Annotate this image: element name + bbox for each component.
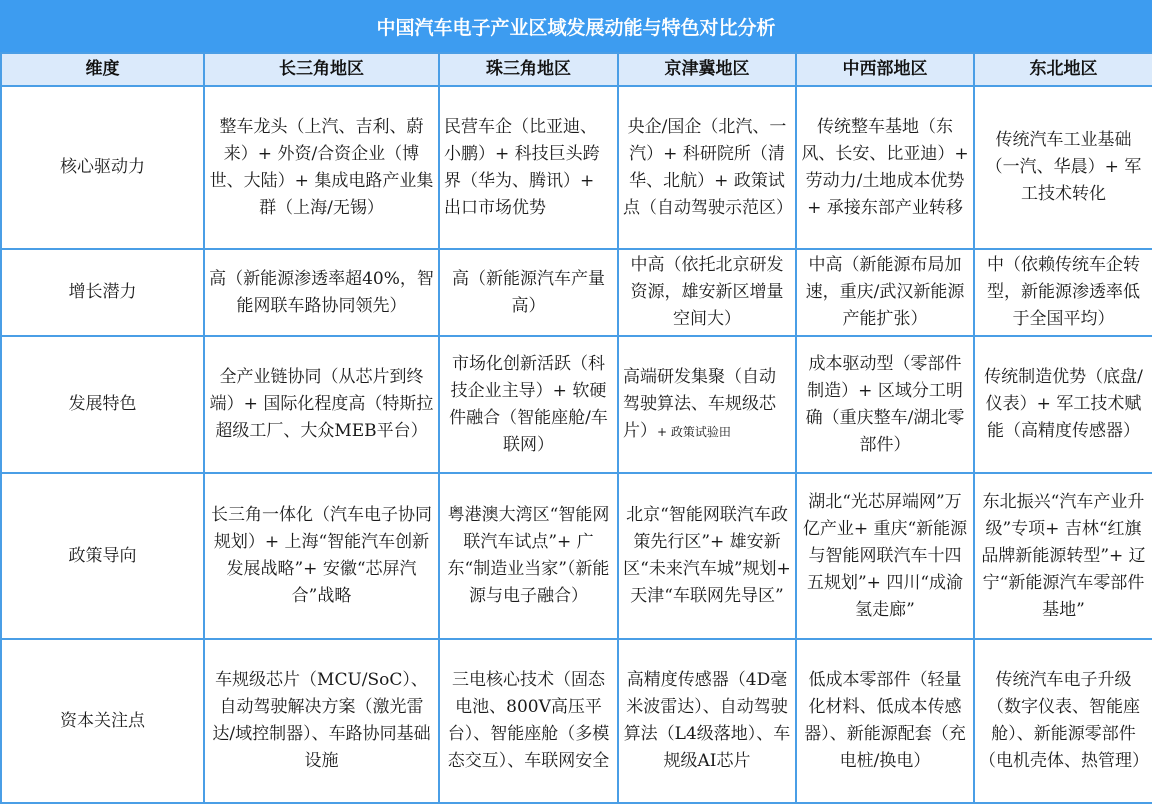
table-cell: 市场化创新活跃（科技企业主导）+ 软硬件融合（智能座舱/车联网） bbox=[439, 336, 618, 473]
table-cell: 长三角一体化（汽车电子协同规划）+ 上海“智能汽车创新发展战略”+ 安徽“芯屏汽合”战略 bbox=[204, 473, 439, 639]
table-cell: 东北振兴“汽车产业升级”专项+ 吉林“红旗品牌新能源转型”+ 辽宁“新能源汽车零部件基地” bbox=[974, 473, 1152, 639]
table-cell: 传统汽车电子升级（数字仪表、智能座舱）、新能源零部件（电机壳体、热管理） bbox=[974, 639, 1152, 803]
table-row bbox=[1, 473, 1152, 639]
table-cell: 高精度传感器（4D毫米波雷达）、自动驾驶算法（L4级落地）、车规级AI芯片 bbox=[618, 639, 796, 803]
table-cell: 低成本零部件（轻量化材料、低成本传感器）、新能源配套（充电桩/换电） bbox=[796, 639, 974, 803]
table-row bbox=[1, 86, 1152, 249]
column-header-pearl: 珠三角地区 bbox=[439, 53, 618, 86]
table-cell: 三电核心技术（固态电池、800V高压平台）、智能座舱（多模态交互）、车联网安全 bbox=[439, 639, 618, 803]
row-dimension: 增长潜力 bbox=[1, 249, 204, 336]
table-cell: 中（依赖传统车企转型，新能源渗透率低于全国平均） bbox=[974, 249, 1152, 336]
header-row bbox=[1, 53, 1152, 86]
table-cell: 传统整车基地（东风、长安、比亚迪）+ 劳动力/土地成本优势+ 承接东部产业转移 bbox=[796, 86, 974, 249]
table-cell: 北京“智能网联汽车政策先行区”+ 雄安新区“未来汽车城”规划+ 天津“车联网先导区” bbox=[618, 473, 796, 639]
table-cell: 高（新能源汽车产量高） bbox=[439, 249, 618, 336]
table-cell: 高（新能源渗透率超40%，智能网联车路协同领先） bbox=[204, 249, 439, 336]
table-cell: 粤港澳大湾区“智能网联汽车试点”+ 广东“制造业当家”（新能源与电子融合） bbox=[439, 473, 618, 639]
row-dimension: 资本关注点 bbox=[1, 639, 204, 803]
column-header-jingjinji: 京津冀地区 bbox=[618, 53, 796, 86]
table-cell: 传统汽车工业基础（一汽、华晨）+ 军工技术转化 bbox=[974, 86, 1152, 249]
table-row bbox=[1, 639, 1152, 803]
table-cell: 中高（依托北京研发资源，雄安新区增量空间大） bbox=[618, 249, 796, 336]
page-title: 中国汽车电子产业区域发展动能与特色对比分析 bbox=[0, 0, 1152, 52]
table-cell: 中高（新能源布局加速，重庆/武汉新能源产能扩张） bbox=[796, 249, 974, 336]
cell-text: 高端研发集聚（自动驾驶算法、车规级芯片） bbox=[623, 366, 776, 441]
table-cell: 全产业链协同（从芯片到终端）+ 国际化程度高（特斯拉超级工厂、大众MEB平台） bbox=[204, 336, 439, 473]
table-cell: 车规级芯片（MCU/SoC）、自动驾驶解决方案（激光雷达/域控制器）、车路协同基础设施 bbox=[204, 639, 439, 803]
row-dimension: 核心驱动力 bbox=[1, 86, 204, 249]
table-cell: 央企/国企（北汽、一汽）+ 科研院所（清华、北航）+ 政策试点（自动驾驶示范区） bbox=[618, 86, 796, 249]
table-cell: 成本驱动型（零部件制造）+ 区域分工明确（重庆整车/湖北零部件） bbox=[796, 336, 974, 473]
table-cell: 传统制造优势（底盘/仪表）+ 军工技术赋能（高精度传感器） bbox=[974, 336, 1152, 473]
table-cell bbox=[618, 336, 796, 473]
row-dimension: 发展特色 bbox=[1, 336, 204, 473]
column-header-central-west: 中西部地区 bbox=[796, 53, 974, 86]
column-header-yangtze: 长三角地区 bbox=[204, 53, 439, 86]
table-cell: 整车龙头（上汽、吉利、蔚来）+ 外资/合资企业（博世、大陆）+ 集成电路产业集群（上海/无锡） bbox=[204, 86, 439, 249]
column-header-dimension: 维度 bbox=[1, 53, 204, 86]
cell-extra-text: + 政策试验田 bbox=[657, 424, 731, 439]
comparison-table bbox=[0, 52, 1152, 804]
table-row bbox=[1, 249, 1152, 336]
table-row bbox=[1, 336, 1152, 473]
column-header-northeast: 东北地区 bbox=[974, 53, 1152, 86]
table-cell: 民营车企（比亚迪、小鹏）+ 科技巨头跨界（华为、腾讯）+ 出口市场优势 bbox=[439, 86, 618, 249]
row-dimension: 政策导向 bbox=[1, 473, 204, 639]
table-cell: 湖北“光芯屏端网”万亿产业+ 重庆“新能源与智能网联汽车十四五规划”+ 四川“成渝氢走廊” bbox=[796, 473, 974, 639]
